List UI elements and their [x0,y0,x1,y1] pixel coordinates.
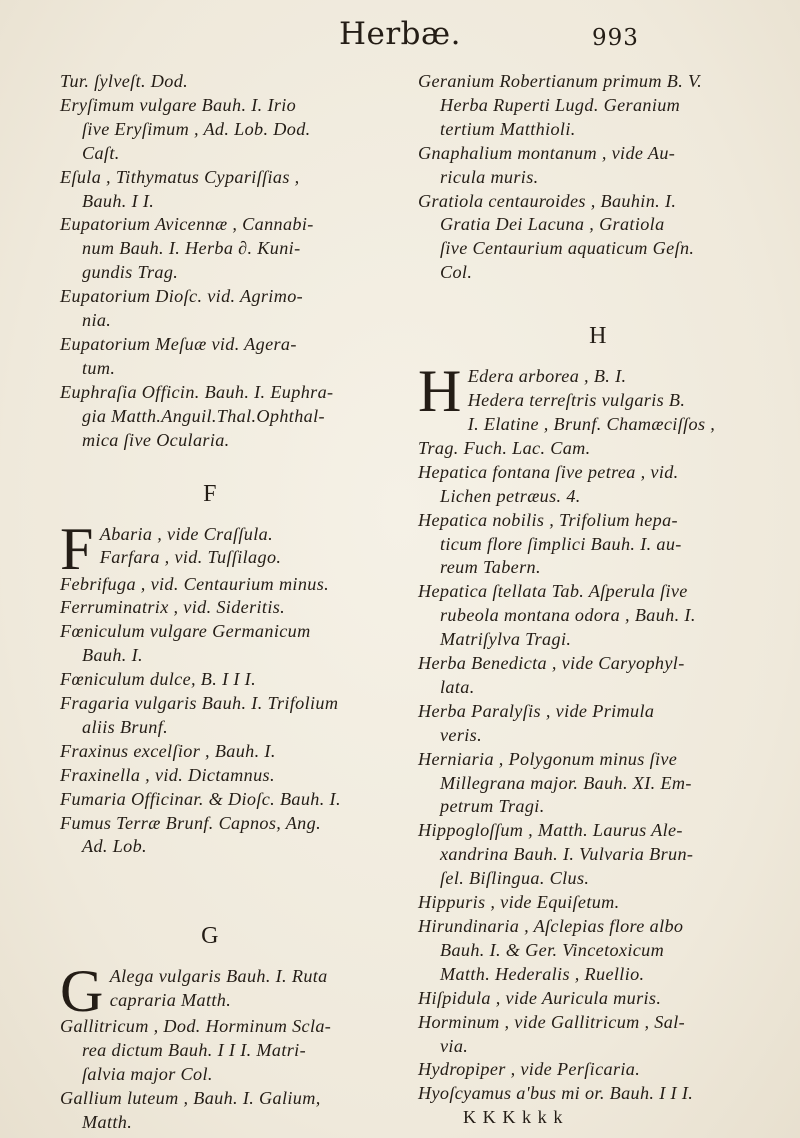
index-entry [60,94,360,166]
entry-line: Col. [440,262,473,283]
entry-line: Lichen petræus. 4. [440,485,581,506]
entry-line: Hippuris , vide Equiſetum. [418,892,620,913]
index-entry [60,1087,360,1135]
entry-line: Matth. Hederalis , Ruellio. [440,963,645,984]
index-entry [60,381,360,453]
index-entry [418,1082,778,1106]
section-f-opening [60,515,360,582]
entry-line: ſalvia major Col. [82,1064,213,1085]
entry-line: Eupatorium Dioſc. vid. Agrimo- [60,286,304,307]
entry-line: ticum flore ſimplici Bauh. I. au- [440,533,682,554]
entry-line: Caſt. [82,142,120,163]
index-entry [60,812,360,860]
entry-line: Herba Ruperti Lugd. Geranium [440,94,681,115]
index-entry [60,70,360,94]
right-column [418,70,778,1130]
index-entry [418,1011,778,1059]
index-entry [418,509,778,581]
entry-line: capraria Matth. [109,990,232,1011]
section-letter-h: H [589,323,607,350]
index-entry [60,166,360,214]
entry-line: Hedera terreſtris vulgaris B. [467,390,686,411]
entry-line: Eupatorium Meſuæ vid. Agera- [60,333,297,354]
entry-line: Fragaria vulgaris Bauh. I. Trifolium [60,693,339,714]
entry-line: Gnaphalium montanum , vide Au- [418,142,676,163]
running-head [0,14,800,54]
index-entry [60,1015,360,1087]
entry-line: Fumaria Officinar. & Dioſc. Bauh. I. [60,788,341,809]
entry-line: Gallium luteum , Bauh. I. Galium, [60,1088,321,1109]
index-entry [418,190,778,286]
entry-line: Fœniculum dulce, B. I I I. [60,669,256,690]
entry-line: Farfara , vid. Tuſſilago. [99,547,282,568]
index-entry [60,740,360,764]
entry-line: Herba Benedicta , vide Caryophyl- [418,653,685,674]
entry-line: Matth. [82,1112,133,1132]
entries-g [60,1015,360,1135]
entry-line: num Bauh. I. Herba ∂. Kuni- [82,238,301,259]
entry-line: lata. [440,676,475,697]
index-entry [418,891,778,915]
entries-f-first [60,515,360,582]
entry-line: mica ſive Ocularia. [82,429,230,450]
entry-line: Hydropiper , vide Perſicaria. [418,1059,641,1080]
index-entry [60,573,360,597]
entry-line: Gratia Dei Lacuna , Gratiola [440,214,665,235]
entry-line: Bauh. I. & Ger. Vincetoxicum [440,939,665,960]
index-entry [418,819,778,891]
entry-line: Hiſpidula , vide Auricula muris. [418,987,662,1008]
drop-cap-g: G [60,958,104,1025]
index-entry [60,764,360,788]
entry-line: Horminum , vide Gallitricum , Sal- [418,1011,686,1032]
entry-line: Gratiola centauroides , Bauhin. I. [418,190,677,211]
entry-line: rea dictum Bauh. I I I. Matri- [82,1040,306,1061]
entry-line: via. [440,1035,469,1056]
entry-line: Hirundinaria , Aſclepias flore albo [418,916,684,936]
left-column [60,70,360,1135]
entry-line: I. Elatine , Brunf. Chamæciſſos , [467,413,716,434]
entry-line: Bauh. I I. [82,190,155,211]
entry-line: Herniaria , Polygonum minus ſive [418,748,678,769]
drop-cap-f: F [60,515,94,582]
catchword: K K K k k k [463,1107,564,1128]
section-letter-g: G [201,923,219,950]
entry-line: Alega vulgaris Bauh. I. Ruta [109,966,328,987]
entry-line: nia. [82,310,112,331]
entry-line: xandrina Bauh. I. Vulvaria Brun- [440,844,694,865]
index-entry [418,461,778,509]
entry-line: Millegrana major. Bauh. XI. Em- [440,772,692,793]
entry-line: reum Tabern. [440,557,541,578]
entry-line: Fœniculum vulgare Germanicum [60,621,311,642]
entry-line: Hyoſcyamus a'bus mi or. Bauh. I I I. [418,1083,694,1104]
entry-line: veris. [440,724,483,745]
entry-line: Trag. Fuch. Lac. Cam. [418,437,591,458]
entry-line: Geranium Robertianum primum B. V. [418,71,703,91]
index-entry [418,748,778,820]
entry-line: Tur. ſylveſt. Dod. [60,71,189,91]
index-entry [418,700,778,748]
entry-line: Fraxinus excelſior , Bauh. I. [60,740,276,761]
entry-line: gia Matth.Anguil.Thal.Ophthal- [82,405,325,426]
entry-line: Febrifuga , vid. Centaurium minus. [60,573,330,594]
entries-h [418,461,778,1106]
entry-line: Euphraſia Officin. Bauh. I. Euphra- [60,381,334,402]
entry-line: Fumus Terræ Brunf. Capnos, Ang. [60,812,321,833]
entry-line: Bauh. I. [82,645,143,666]
entry-line: Abaria , vide Craſſula. [99,523,273,544]
index-entry [418,142,778,190]
entry-line: Hepatica fontana ſive petrea , vid. [418,461,679,482]
entry-line: Gallitricum , Dod. Horminum Scla- [60,1016,332,1037]
entry-line: ſive Centaurium aquaticum Geſn. [440,238,695,259]
index-entry [418,987,778,1011]
index-entry [418,70,778,142]
entry-line: Edera arborea , B. I. [467,366,627,387]
entry-line: Eryſimum vulgare Bauh. I. Irio [60,94,297,115]
entry-line: tum. [82,357,116,378]
index-entry [60,692,360,740]
entry-line: gundis Trag. [82,262,179,283]
entry-line: Eupatorium Avicennæ , Cannabi- [60,214,314,235]
entries-f [60,573,360,860]
entry-line: Matriſylva Tragi. [440,629,572,650]
index-entry [60,620,360,668]
entry-line: aliis Brunf. [82,716,169,737]
entries-e [60,70,360,453]
index-entry [418,652,778,700]
entry-line: Ferruminatrix , vid. Sideritis. [60,597,286,618]
entry-line: ſel. Biſlingua. Clus. [440,868,590,889]
index-entry [60,668,360,692]
section-letter-f: F [203,480,217,507]
entry-line: ſive Eryſimum , Ad. Lob. Dod. [82,118,311,139]
entry-line: petrum Tragi. [440,796,545,817]
entry-line: tertium Matthioli. [440,118,576,139]
page-title: Herbæ. [338,16,462,52]
entry-line: Hepatica nobilis , Trifolium hepa- [418,509,678,530]
index-entry [60,213,360,285]
page-number: 993 [592,25,639,51]
index-entry [60,333,360,381]
entries-g-first [60,958,360,1025]
entry-line: Fraxinella , vid. Dictamnus. [60,764,275,785]
entry-line: Eſula , Tithymatus Cypariſſias , [60,166,300,187]
entries-h-first [418,358,778,461]
entries-g-cont [418,70,778,285]
entry-line: Hepatica ſtellata Tab. Aſperula ſive [418,581,688,602]
section-g-opening [60,958,360,1025]
index-entry [60,285,360,333]
entry-line: rubeola montana odora , Bauh. I. [440,605,696,626]
section-h-opening [418,358,778,461]
index-entry [418,580,778,652]
index-entry [60,788,360,812]
entry-line: Herba Paralyſis , vide Primula [418,700,655,721]
index-entry [418,1058,778,1082]
index-entry [418,915,778,987]
index-entry [60,596,360,620]
drop-cap-h: H [418,358,462,425]
entry-line: ricula muris. [440,166,539,187]
entry-line: Hippogloſſum , Matth. Laurus Ale- [418,820,683,841]
entry-line: Ad. Lob. [82,836,147,857]
